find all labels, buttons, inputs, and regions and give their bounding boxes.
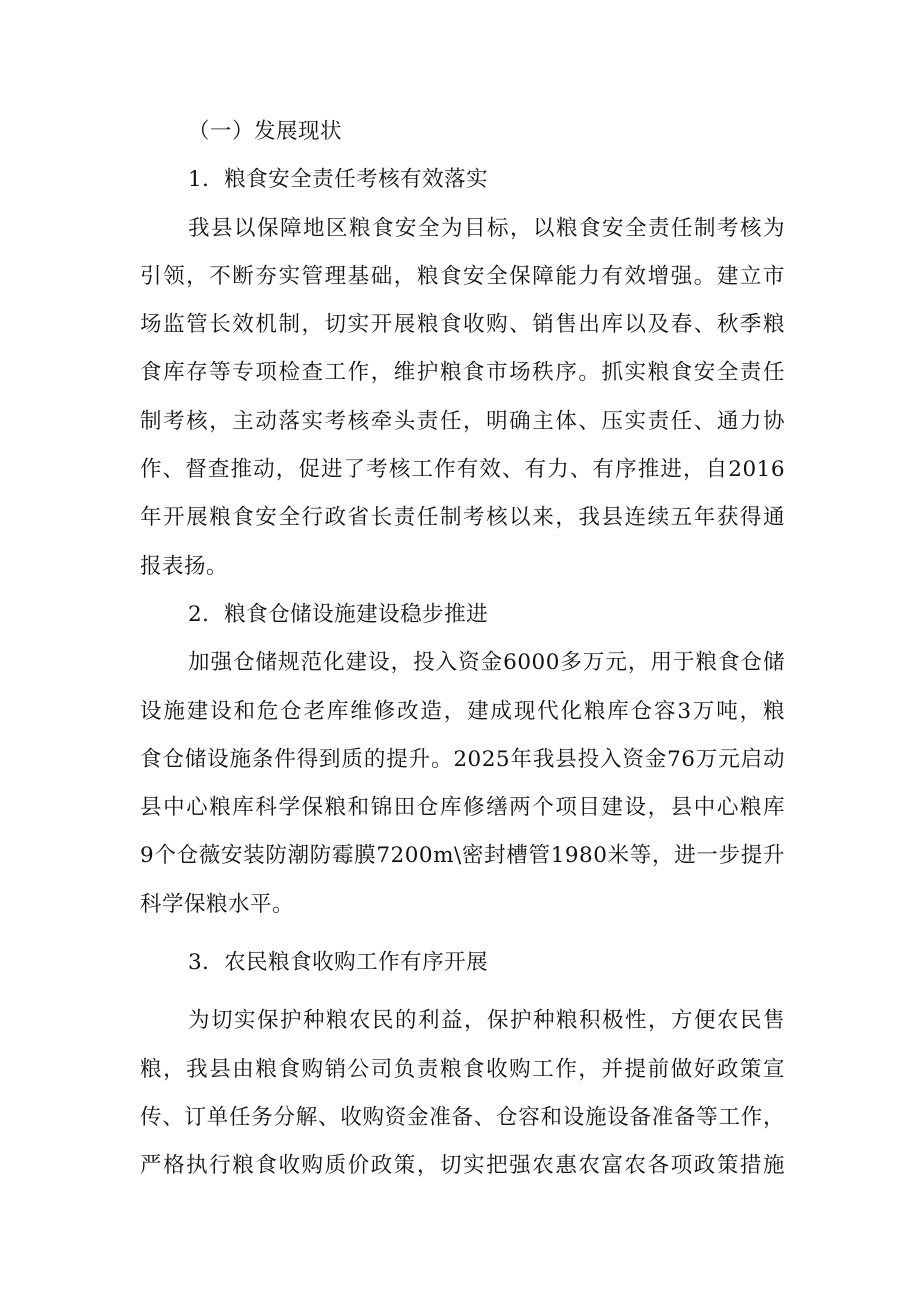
paragraph-line: 设施建设和危仓老库维修改造，建成现代化粮库仓容3万吨，粮 — [140, 698, 785, 724]
paragraph-line: 食库存等专项检查工作，维护粮食市场秩序。抓实粮食安全责任 — [140, 360, 785, 386]
paragraph-line: 食仓储设施条件得到质的提升。2025年我县投入资金76万元启动 — [140, 746, 785, 772]
subsection-heading-2: 2．粮食仓储设施建设稳步推进 — [188, 601, 489, 627]
paragraph-line: 县中心粮库科学保粮和锦田仓库修缮两个项目建设，县中心粮库 — [140, 795, 785, 821]
subsection-heading-1: 1．粮食安全责任考核有效落实 — [188, 167, 489, 193]
document-body — [140, 108, 785, 1191]
paragraph-line-last: 科学保粮水平。 — [140, 891, 295, 917]
subsection-heading-3: 3．农民粮食收购工作有序开展 — [188, 950, 489, 976]
paragraph-line: 粮，我县由粮食购销公司负责粮食收购工作，并提前做好政策宣 — [140, 1056, 785, 1082]
paragraph-line: 加强仓储规范化建设，投入资金6000多万元，用于粮食仓储 — [188, 650, 785, 676]
paragraph-line: 作、督查推动，促进了考核工作有效、有力、有序推进，自2016 — [140, 457, 785, 483]
section-title: （一）发展现状 — [188, 119, 343, 144]
paragraph-line: 我县以保障地区粮食安全为目标，以粮食安全责任制考核为 — [188, 215, 785, 241]
paragraph-line: 9个仓薇安装防潮防霉膜7200m\密封槽管1980米等，进一步提升 — [140, 843, 785, 869]
paragraph-line: 严格执行粮食收购质价政策，切实把强农惠农富农各项政策措施 — [140, 1153, 785, 1179]
paragraph-line: 制考核，主动落实考核牵头责任，明确主体、压实责任、通力协 — [140, 408, 785, 434]
paragraph-line: 年开展粮食安全行政省长责任制考核以来，我县连续五年获得通 — [140, 505, 785, 531]
paragraph-line: 传、订单任务分解、收购资金准备、仓容和设施设备准备等工作， — [140, 1104, 785, 1130]
paragraph-line: 场监管长效机制，切实开展粮食收购、销售出库以及春、秋季粮 — [140, 312, 785, 338]
paragraph-line-last: 报表扬。 — [140, 553, 229, 579]
paragraph-line: 为切实保护种粮农民的利益，保护种粮积极性，方便农民售 — [188, 1008, 785, 1034]
paragraph-line: 引领，不断夯实管理基础，粮食安全保障能力有效增强。建立市 — [140, 263, 785, 289]
